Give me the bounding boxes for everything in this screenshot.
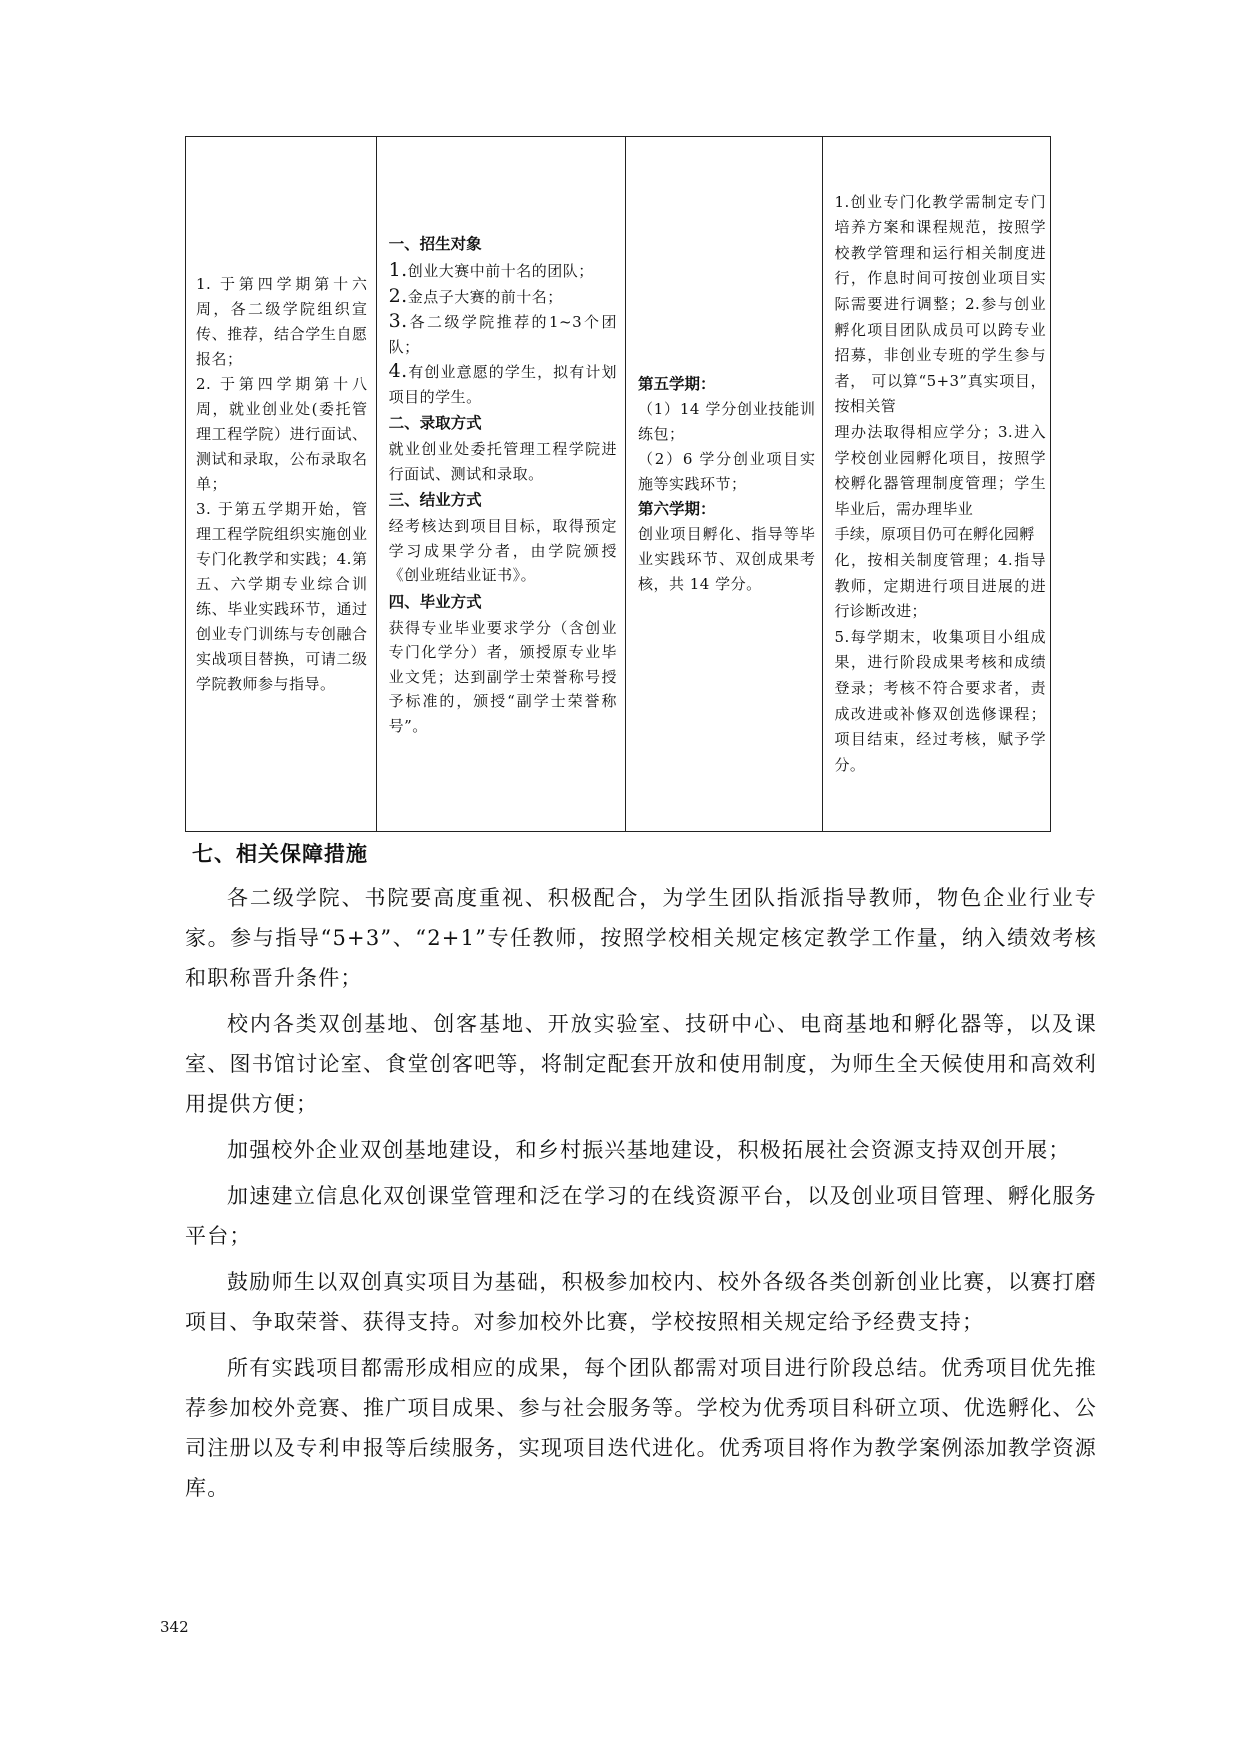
cell-text: （1）14 学分创业技能训练包； — [637, 399, 816, 443]
paragraph: 鼓励师生以双创真实项目为基础，积极参加校内、校外各级各类创新创业比赛，以赛打磨项目、争取荣誉、获得支持。对参加校外比赛，学校按照相关规定给予经费支持； — [185, 1270, 1097, 1334]
cell-text: 创业项目孵化、指导等毕业实践环节、双创成果考核，共 14 学分。 — [637, 524, 816, 593]
paragraph: 加强校外企业双创基地建设，和乡村振兴基地建设，积极拓展社会资源支持双创开展； — [227, 1138, 1071, 1162]
schedule-step: 3. 于第五学期开始，管理工程学院组织实施创业专门化教学和实践；4.第五、六学期专业综合训练、毕业实践环节，通过创业专门训练与专创融合实战项目替换，可请二级学院教师参与指导。 — [196, 499, 368, 693]
cell-text: 手续，原项目仍可在孵化园孵 — [834, 525, 1035, 544]
cell-text: 经考核达到项目目标，取得预定学习成果学分者，由学院颁授《创业班结业证书》。 — [388, 517, 617, 584]
list-item — [389, 359, 617, 409]
list-item — [389, 284, 617, 310]
list-item — [389, 309, 617, 359]
item-number: 3. — [388, 310, 408, 332]
item-text: 创业大赛中前十名的团队； — [407, 262, 594, 280]
cell-heading: 第六学期： — [637, 499, 716, 518]
item-text: 各二级学院推荐的1~3个团队； — [388, 313, 617, 356]
table-cell-notes — [823, 137, 1050, 831]
cell-heading: 第五学期： — [637, 374, 716, 393]
cell-heading: 二、录取方式 — [388, 414, 482, 432]
cell-text: 获得专业毕业要求学分（含创业专门化学分）者，颁授原专业毕业文凭；达到副学士荣誉称号授予标准的，颁授“副学士荣誉称号”。 — [388, 618, 617, 735]
table-cell-credits — [626, 137, 823, 831]
list-item — [389, 258, 617, 284]
cell-text: （2）6 学分创业项目实施等实践环节； — [637, 449, 816, 493]
cell-heading: 四、毕业方式 — [388, 592, 482, 611]
cell-text: 5.每学期末，收集项目小组成果，进行阶段成果考核和成绩登录；考核不符合要求者，责成改进或补修双创选修课程；项目结束，经过考核，赋予学分。 — [834, 627, 1046, 774]
section-title: 七、相关保障措施 — [192, 842, 368, 866]
cell-heading: 一、招生对象 — [388, 235, 482, 253]
cell-text: 就业创业处委托管理工程学院进行面试、测试和录取。 — [388, 440, 617, 483]
table-cell-schedule — [186, 137, 377, 831]
cell-heading: 三、结业方式 — [388, 491, 482, 509]
item-text: 金点子大赛的前十名； — [407, 287, 563, 306]
table-cell-admission — [377, 137, 626, 831]
paragraph: 所有实践项目都需形成相应的成果，每个团队都需对项目进行阶段总结。优秀项目优先推荐参加校外竞赛、推广项目成果、参与社会服务等。学校为优秀项目科研立项、优选孵化、公司注册以及专利申报等后续服务，实现项目迭代进化。优秀项目将作为教学案例添加教学资源库。 — [185, 1356, 1097, 1500]
item-text: 有创业意愿的学生，拟有计划项目的学生。 — [388, 363, 617, 406]
item-number: 2. — [388, 284, 408, 307]
paragraph: 加速建立信息化双创课堂管理和泛在学习的在线资源平台，以及创业项目管理、孵化服务平台； — [185, 1184, 1097, 1248]
schedule-step: 2. 于第四学期第十八周，就业创业处(委托管理工程学院）进行面试、测试和录取，公布录取名单； — [196, 374, 368, 493]
cell-text: 理办法取得相应学分；3.进入学校创业园孵化项目，按照学校孵化器管理制度管理；学生毕业后，需办理毕业 — [834, 423, 1046, 518]
item-number: 4. — [388, 360, 408, 382]
schedule-step: 1. 于第四学期第十六周，各二级学院组织宣传、推荐，结合学生自愿报名； — [196, 274, 368, 368]
paragraph: 校内各类双创基地、创客基地、开放实验室、技研中心、电商基地和孵化器等，以及课室、图书馆讨论室、食堂创客吧等，将制定配套开放和使用制度，为师生全天候使用和高效利用提供方便； — [185, 1012, 1097, 1116]
cell-text: 化，按相关制度管理；4.指导教师，定期进行项目进展的进行诊断改进； — [834, 550, 1046, 621]
cell-text: 1.创业专门化教学需制定专门培养方案和课程规范，按照学校教学管理和运行相关制度进行，作息时间可按创业项目实际需要进行调整；2.参与创业孵化项目团队成员可以跨专业招募，非创业专班的学生参与者， 可以算“5+3”真实项目，按相关管 — [834, 192, 1046, 416]
paragraph: 各二级学院、书院要高度重视、积极配合，为学生团队指派指导教师，物色企业行业专家。参与指导“5+3”、“2+1”专任教师，按照学校相关规定核定教学工作量，纳入绩效考核和职称晋升条件； — [185, 886, 1097, 990]
item-number: 1. — [388, 259, 408, 281]
program-table — [185, 136, 1051, 832]
section-body — [185, 878, 1097, 1514]
page-number: 342 — [160, 1618, 189, 1636]
